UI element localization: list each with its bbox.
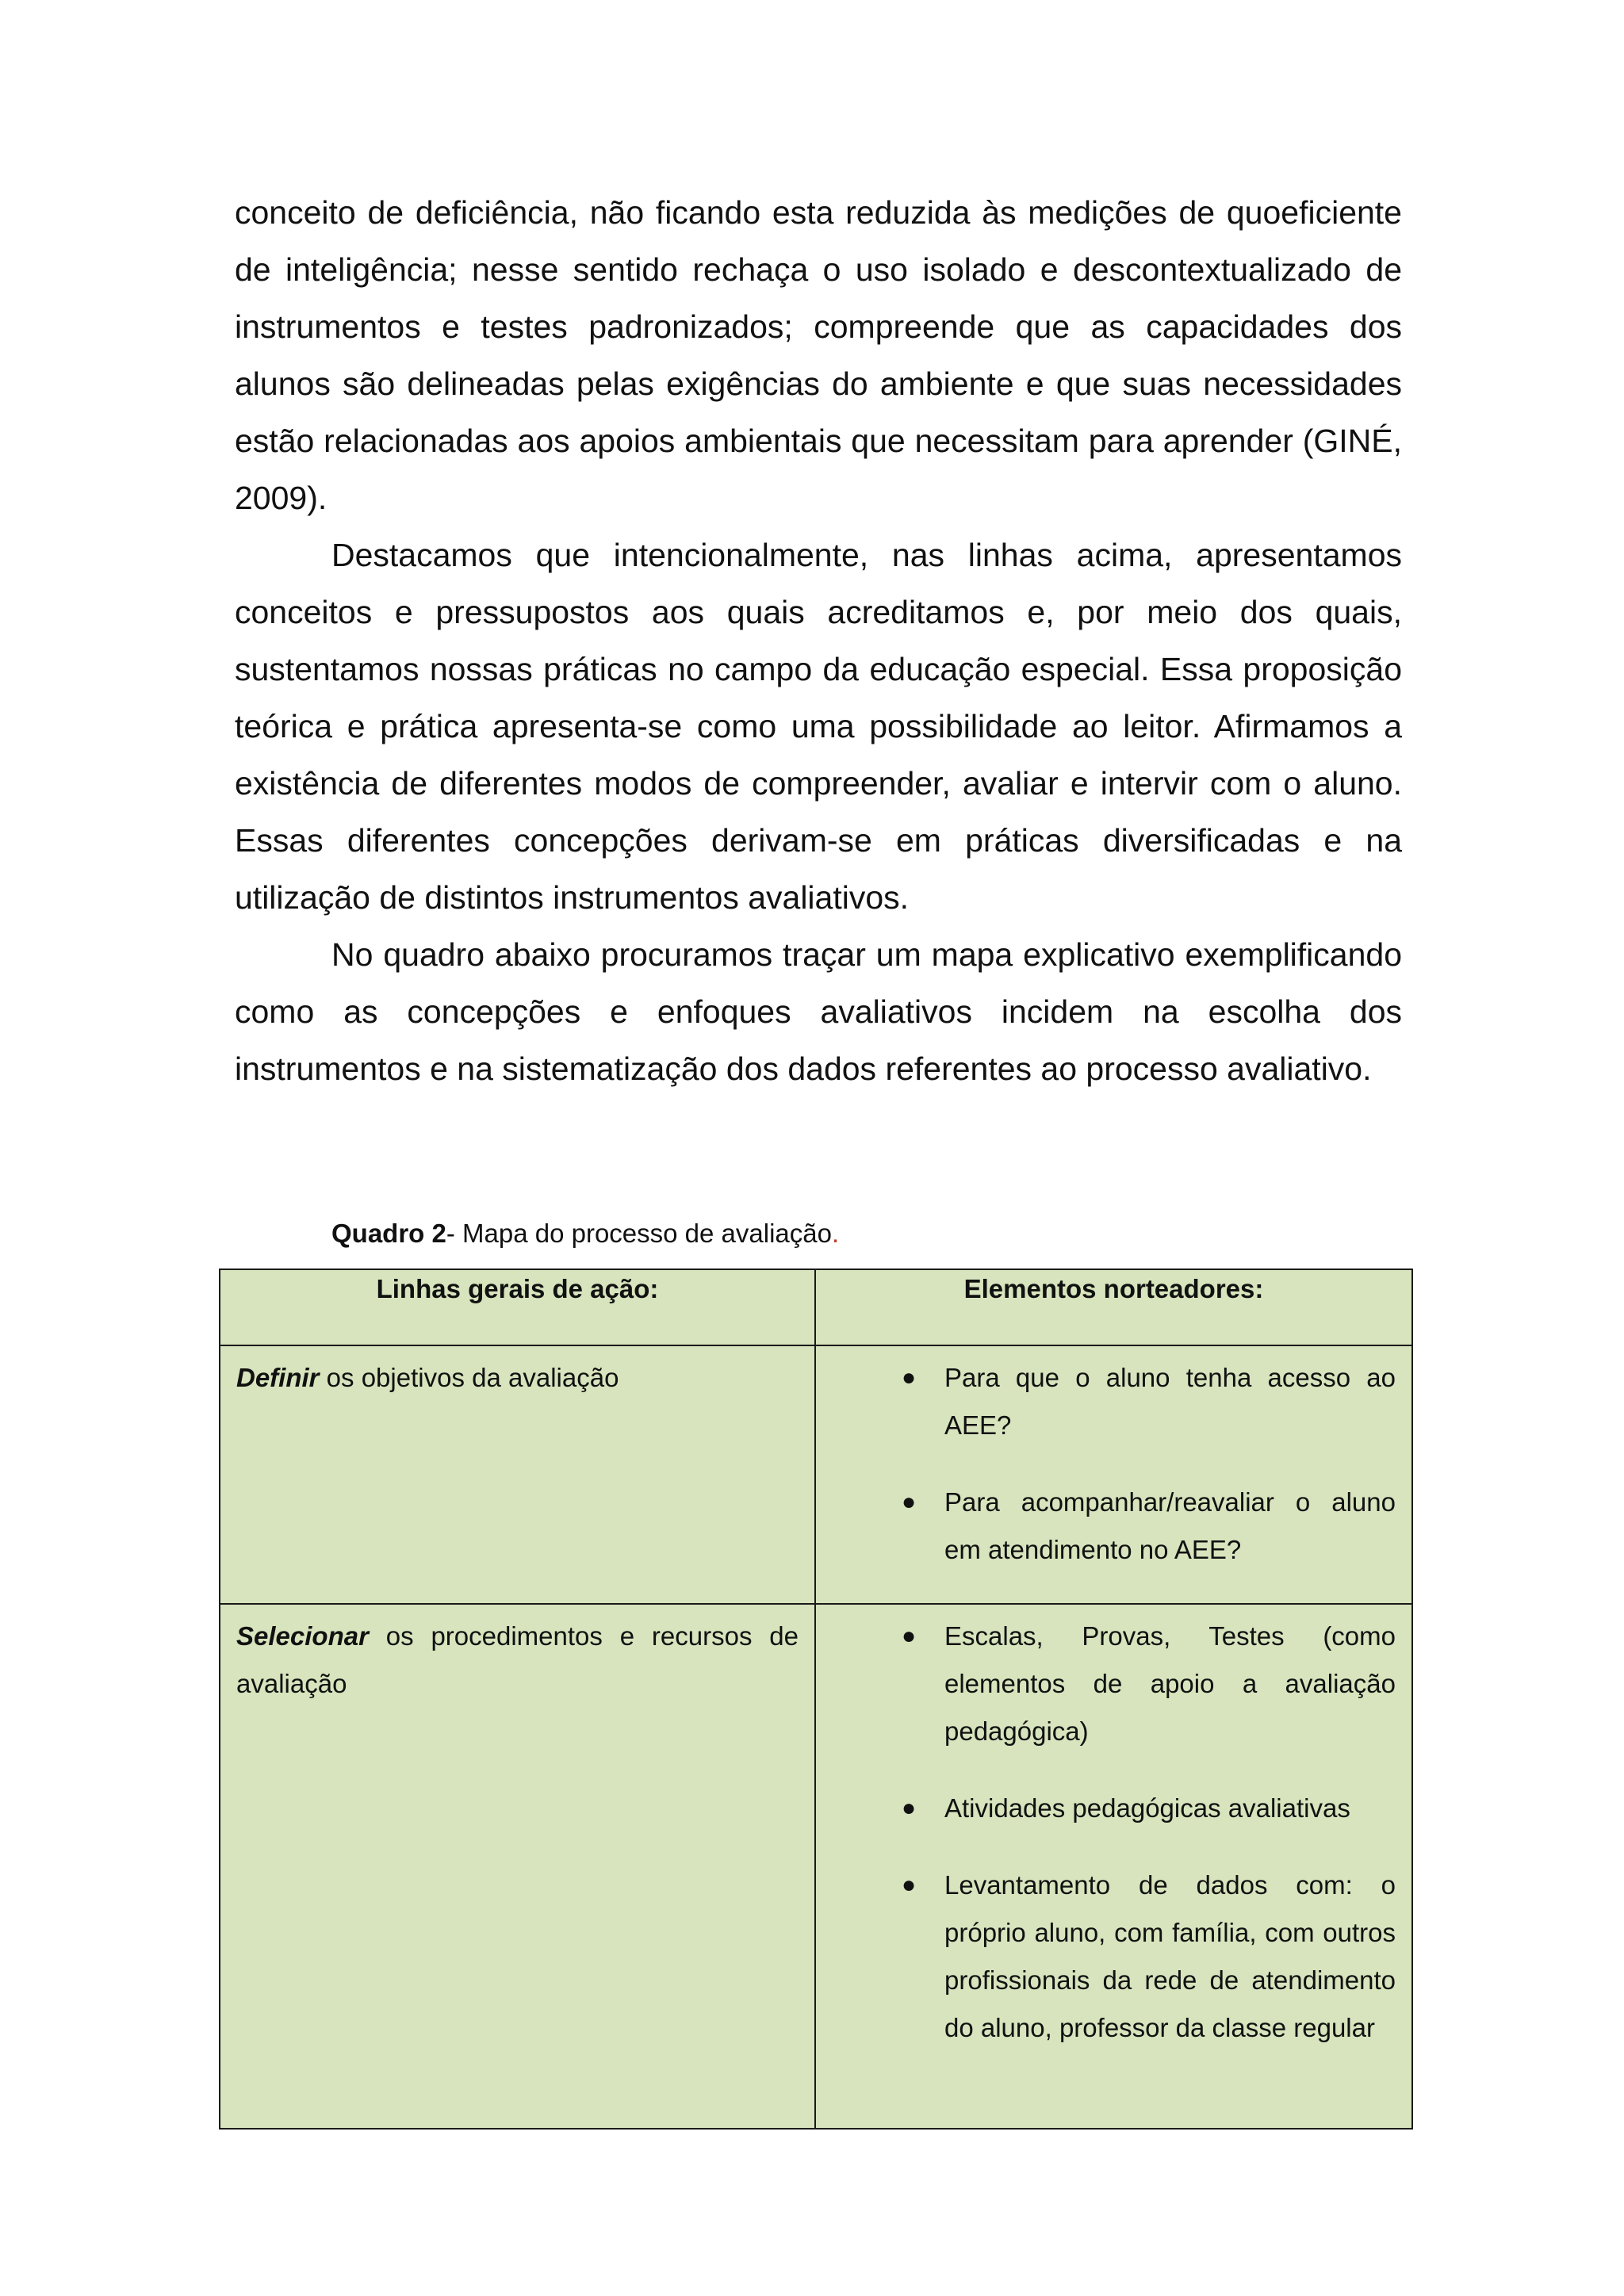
action-text: os procedimentos e recursos de avaliação: [236, 1621, 799, 1698]
action-cell: [220, 1345, 815, 1604]
list-item: [832, 1613, 1396, 1755]
caption-text: - Mapa do processo de avaliação: [446, 1219, 832, 1248]
bullet-dot-icon: ●: [902, 1364, 917, 1391]
guidelines-cell: [815, 1345, 1412, 1604]
paragraph-2: Destacamos que intencionalmente, nas linhas acima, apresentamos conceitos e pressupostos aos quais acreditamos e, por meio dos quais, sustentamos nossas práticas no campo da educação especial. Essa proposição teórica e prática apresenta-se como uma possibilidade ao leitor. Afirmamos a existência de diferentes modos de compreender, avaliar e intervir com o aluno. Essas diferentes concepções derivam-se em práticas diversificadas e na utilização de distintos instrumentos avaliativos.: [235, 537, 1402, 916]
list-item-text: Levantamento de dados com: o próprio aluno, com família, com outros profissionais da rede de atendimento do aluno, professor da classe regular: [944, 1870, 1396, 2042]
bullet-dot-icon: ●: [902, 1795, 917, 1821]
bullet-dot-icon: ●: [902, 1872, 917, 1898]
table-row: [220, 1604, 1412, 2129]
evaluation-map-table: [219, 1269, 1413, 2130]
table-row: [220, 1345, 1412, 1604]
action-cell: [220, 1604, 815, 2129]
guidelines-cell: [815, 1604, 1412, 2129]
paragraph-1: conceito de deficiência, não ficando esta reduzida às medições de quoeficiente de inteligência; nesse sentido rechaça o uso isolado e descontextualizado de instrumentos e testes padronizados; compreende que as capacidades dos alunos são delineadas pelas exigências do ambiente e que suas necessidades estão relacionadas aos apoios ambientais que necessitam para aprender (GINÉ, 2009).: [235, 194, 1402, 516]
guidelines-list: [832, 1613, 1396, 2052]
guidelines-list: [832, 1354, 1396, 1574]
bullet-dot-icon: ●: [902, 1489, 917, 1515]
action-text: os objetivos da avaliação: [319, 1363, 619, 1392]
action-verb: Selecionar: [236, 1621, 369, 1651]
list-item: [832, 1862, 1396, 2052]
list-item-text: Atividades pedagógicas avaliativas: [944, 1793, 1350, 1823]
action-verb: Definir: [236, 1363, 320, 1392]
header-left: Linhas gerais de ação:: [220, 1269, 815, 1345]
table-header-row: [220, 1269, 1412, 1345]
header-right: Elementos norteadores:: [815, 1269, 1412, 1345]
paragraph-3: No quadro abaixo procuramos traçar um mapa explicativo exemplificando como as concepções e enfoques avaliativos incidem na escolha dos instrumentos e na sistematização dos dados referentes ao processo avaliativo.: [235, 936, 1402, 1087]
list-item: [832, 1785, 1396, 1832]
list-item-text: Para que o aluno tenha acesso ao AEE?: [944, 1363, 1396, 1440]
caption-label: Quadro 2: [331, 1219, 446, 1248]
list-item: [832, 1354, 1396, 1449]
table-caption: [331, 1215, 839, 1253]
list-item-text: Escalas, Provas, Testes (como elementos de apoio a avaliação pedagógica): [944, 1621, 1396, 1746]
list-item: [832, 1479, 1396, 1574]
list-item-text: Para acompanhar/reavaliar o aluno em atendimento no AEE?: [944, 1487, 1396, 1564]
body-text: [235, 184, 1402, 1097]
caption-period: .: [831, 1219, 840, 1248]
bullet-dot-icon: ●: [902, 1623, 917, 1649]
